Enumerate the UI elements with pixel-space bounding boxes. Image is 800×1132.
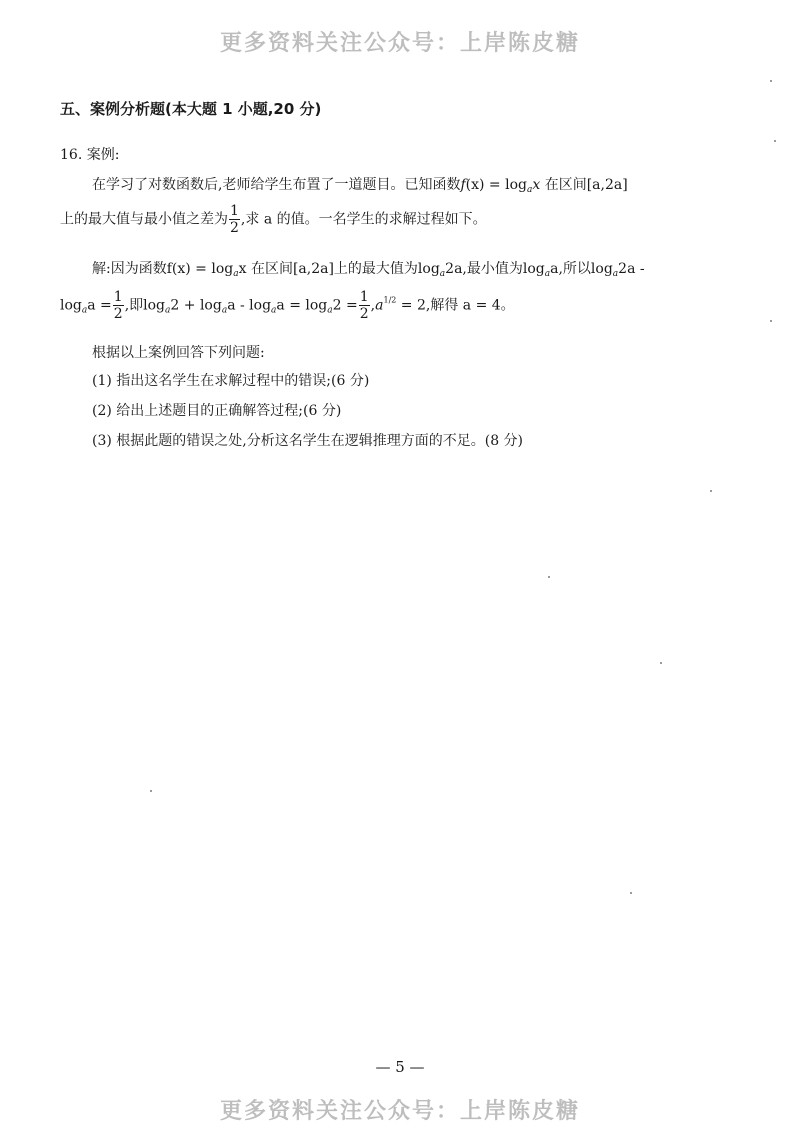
case-interval: 在区间[a,2a] xyxy=(544,177,628,193)
scan-speck xyxy=(710,490,712,492)
solution-base-5: a xyxy=(81,305,88,316)
question-number: 16. 案例: xyxy=(60,147,120,163)
sub-question-1: (1) 指出这名学生在求解过程中的错误;(6 分) xyxy=(92,373,370,389)
scan-speck xyxy=(774,140,776,142)
solution-frac-den-1: 2 xyxy=(113,306,123,322)
case-frac-num: 1 xyxy=(230,203,239,219)
case-func-base: a xyxy=(526,185,533,195)
solution-frac-num-1: 1 xyxy=(113,289,123,305)
solution-base-7: a xyxy=(221,305,228,316)
solution-text-1e: 2a - xyxy=(618,261,645,277)
solution-text-2h: , xyxy=(370,297,376,314)
solution-text-2i: = 2,解得 a = 4。 xyxy=(396,297,515,314)
watermark-bottom: 更多资料关注公众号：上岸陈皮糖 xyxy=(219,1099,580,1124)
case-func-rest: (x) = log xyxy=(465,177,527,193)
solution-text-2f: a = log xyxy=(276,297,328,314)
case-intro-text-2: 上的最大值与最小值之差为 xyxy=(60,211,228,228)
case-func-var: x xyxy=(532,177,541,193)
case-frac-den: 2 xyxy=(230,220,239,236)
solution-text-1c: 2a,最小值为log xyxy=(445,261,545,277)
case-intro-line-1 xyxy=(92,174,628,195)
scan-speck xyxy=(660,662,662,664)
solution-frac-den-2: 2 xyxy=(359,306,369,322)
solution-text-1d: a,所以log xyxy=(550,261,613,277)
solution-text-2a: log xyxy=(60,297,82,314)
solution-base-4: a xyxy=(612,269,619,279)
prompt-text: 根据以上案例回答下列问题: xyxy=(92,345,265,361)
scan-speck xyxy=(630,892,632,894)
solution-exponent: 1/2 xyxy=(383,295,397,305)
solution-base-8: a xyxy=(271,305,277,316)
scan-speck xyxy=(548,576,550,578)
solution-text-2b: a = xyxy=(87,297,112,314)
solution-base-3: a xyxy=(544,269,551,279)
solution-base-9: a xyxy=(327,305,333,316)
page-number: — 5 — xyxy=(375,1058,425,1076)
solution-text-2d: 2 + log xyxy=(170,297,222,314)
case-intro-text-3: ,求 a 的值。一名学生的求解过程如下。 xyxy=(240,211,487,228)
solution-base-6: a xyxy=(165,305,171,316)
solution-line-1 xyxy=(92,258,645,279)
case-intro-line-2 xyxy=(60,204,487,235)
solution-text-1: 解:因为函数f(x) = log xyxy=(92,261,234,277)
solution-base-2: a xyxy=(439,269,446,279)
solution-line-2 xyxy=(60,290,515,321)
solution-text-2e: a - log xyxy=(227,297,272,314)
case-fraction xyxy=(229,204,240,235)
solution-text-2c: ,即log xyxy=(124,297,166,314)
solution-text-2g: 2 = xyxy=(332,297,358,314)
solution-a: a xyxy=(375,297,384,314)
case-func-f: f xyxy=(460,177,466,193)
sub-question-2: (2) 给出上述题目的正确解答过程;(6 分) xyxy=(92,403,342,419)
solution-fraction-1 xyxy=(113,290,124,321)
scan-speck xyxy=(770,320,772,322)
solution-fraction-2 xyxy=(359,290,370,321)
sub-question-3: (3) 根据此题的错误之处,分析这名学生在逻辑推理方面的不足。(8 分) xyxy=(92,433,524,449)
watermark-top: 更多资料关注公众号：上岸陈皮糖 xyxy=(219,31,580,56)
scan-speck xyxy=(770,80,772,82)
solution-text-1b: x 在区间[a,2a]上的最大值为log xyxy=(238,261,440,277)
solution-base-1: a xyxy=(233,269,239,279)
section-heading: 五、案例分析题(本大题 1 小题,20 分) xyxy=(60,100,322,118)
case-intro-text-1: 在学习了对数函数后,老师给学生布置了一道题目。已知函数 xyxy=(92,177,461,193)
scan-speck xyxy=(150,790,152,792)
solution-frac-num-2: 1 xyxy=(359,289,369,305)
